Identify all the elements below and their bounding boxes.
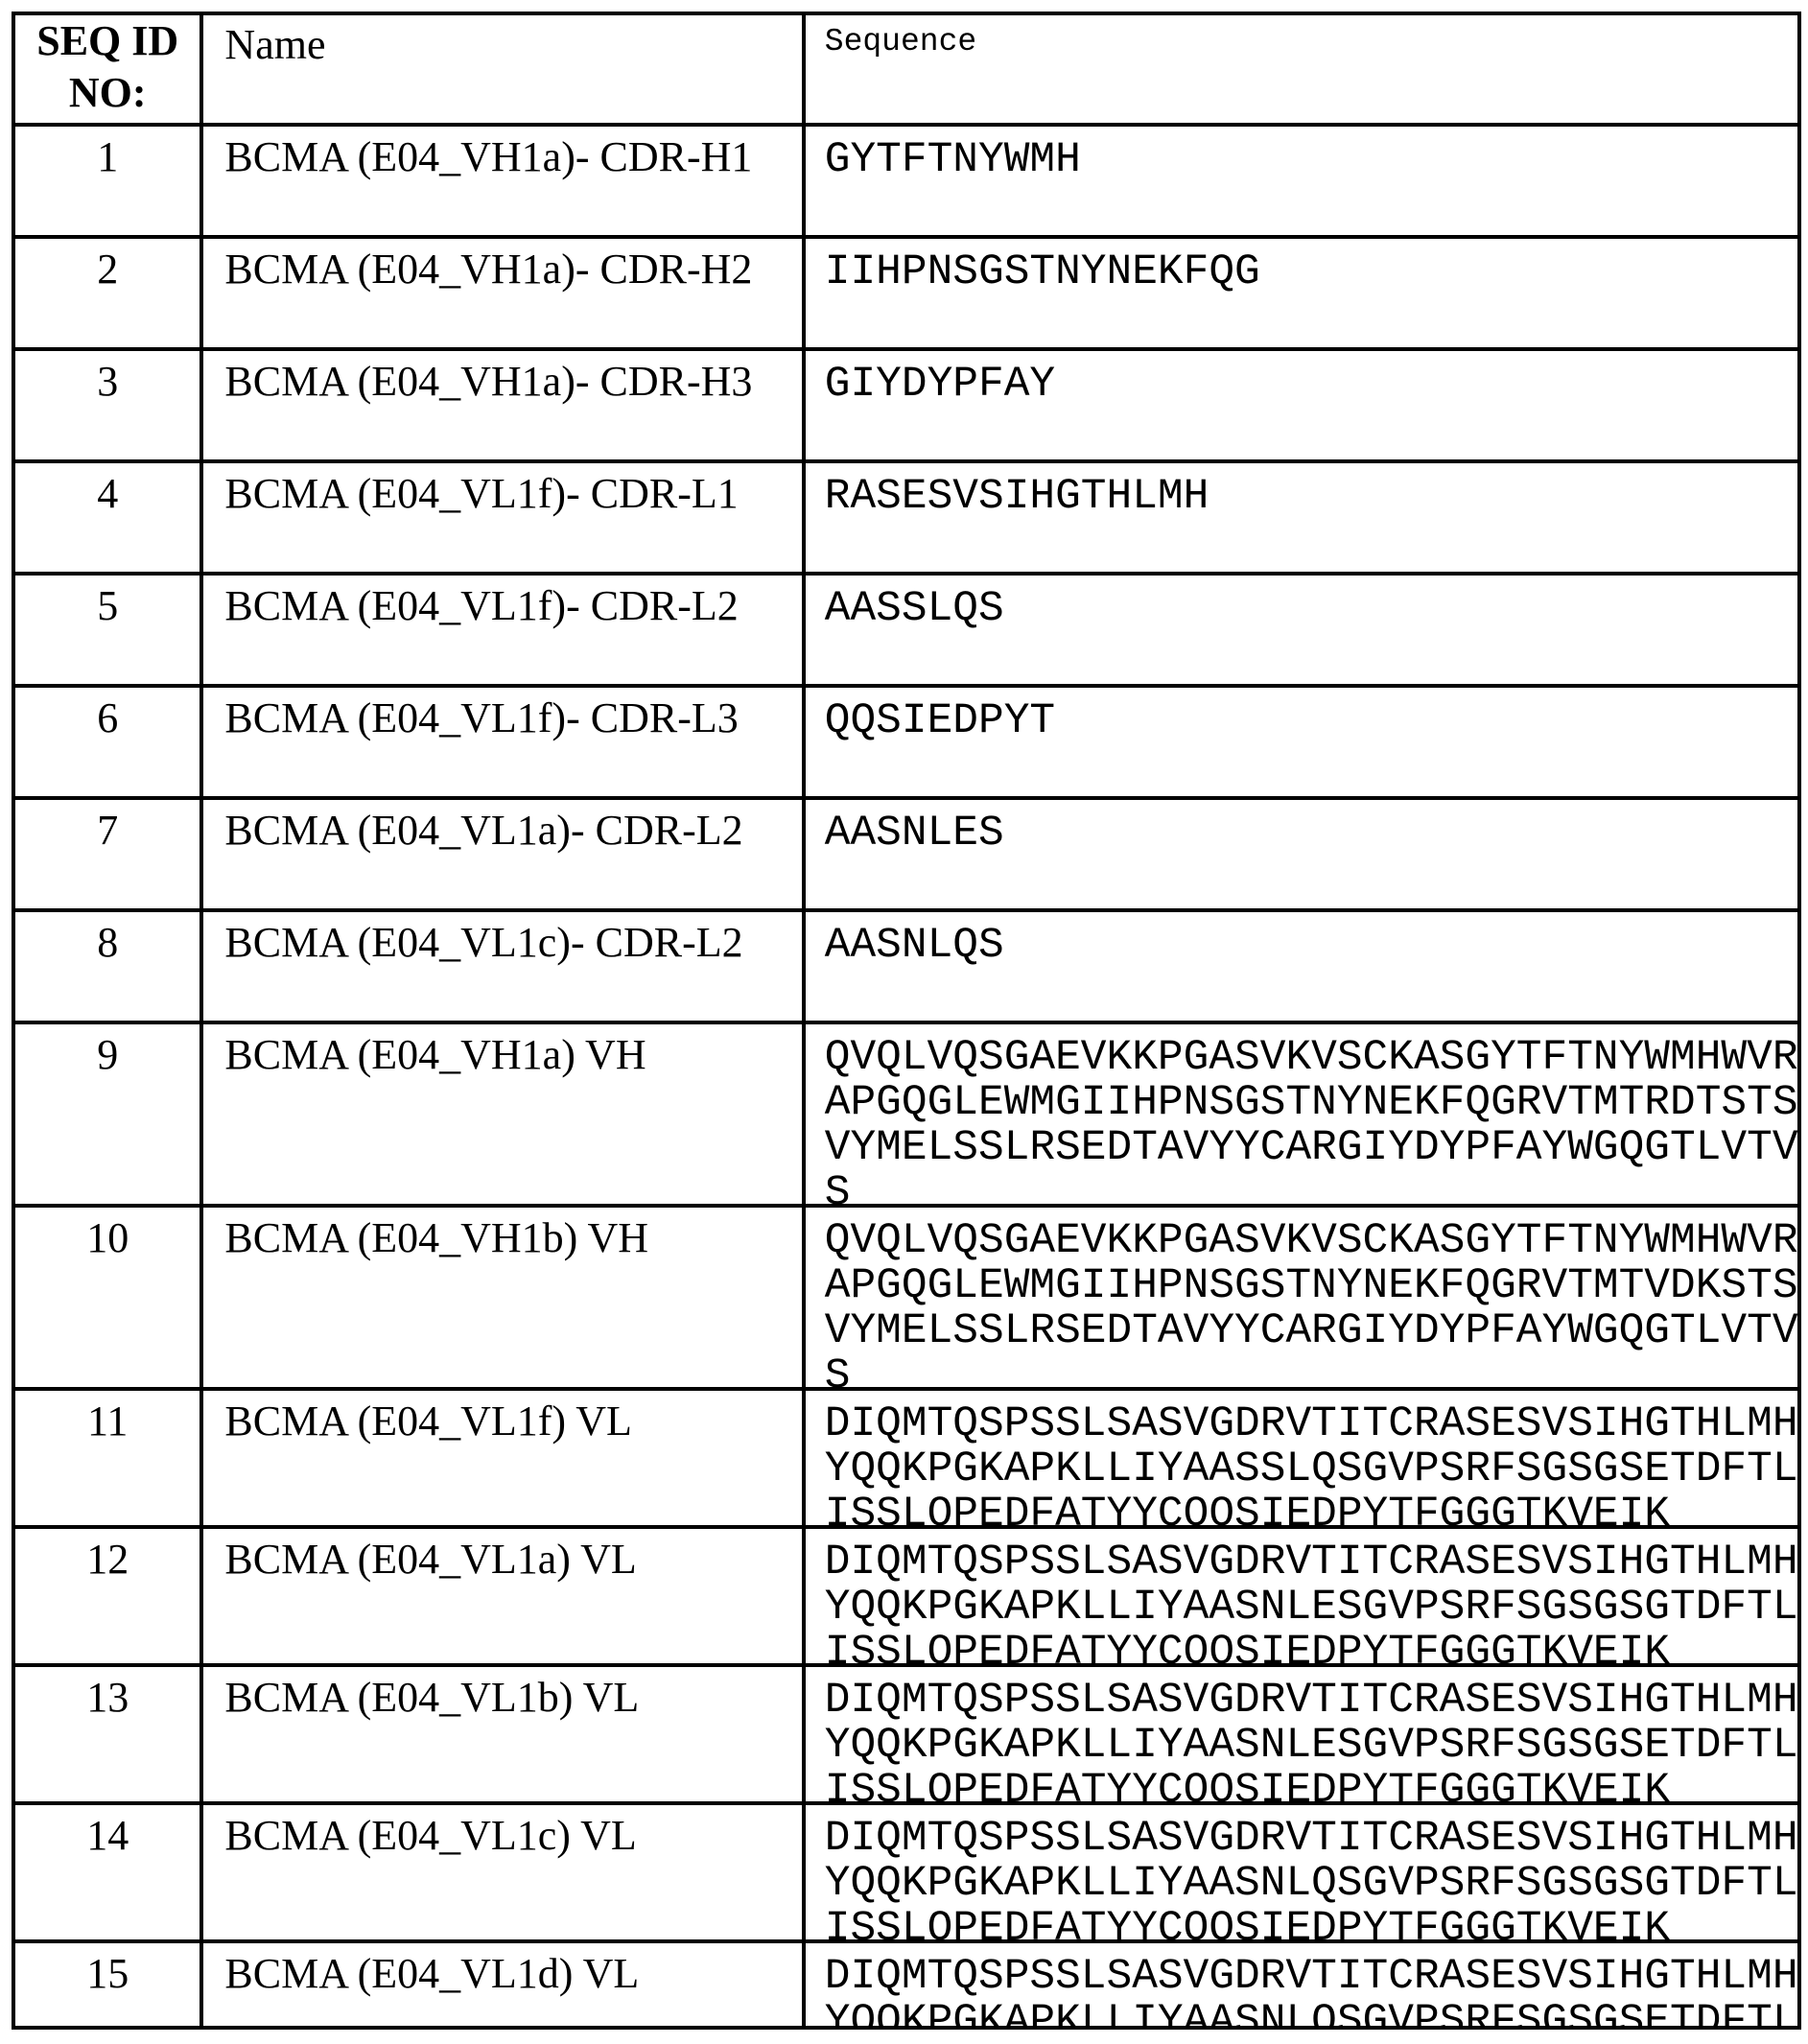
header-name [201,13,803,125]
sequence-table [12,12,1801,2030]
table-row [13,1527,1799,1665]
sequence-cell [804,125,1799,237]
seq-id: 7 [15,800,200,908]
sequence-name: BCMA (E04_VL1f)- CDR-L3 [203,688,801,796]
seq-id-cell [13,1022,201,1206]
table-row [13,1389,1799,1527]
name-cell [201,125,803,237]
seq-id-cell [13,125,201,237]
name-cell [201,1941,803,2028]
name-cell [201,237,803,349]
sequence-cell [804,574,1799,686]
seq-id: 13 [15,1667,200,1801]
seq-id: 2 [15,239,200,347]
table-row [13,237,1799,349]
table-row [13,1022,1799,1206]
sequence-text: DIQMTQSPSSLSASVGDRVTITCRASESVSIHGTHLMHW YQQKPGKAPKLLIYAASNLQSGVPSRFSGSGSGTDFTLT ISSLQPEDFATYYCQQSIEDPYTFGGGTKVEIK [806,1805,1797,1939]
sequence-text: DIQMTQSPSSLSASVGDRVTITCRASESVSIHGTHLMHW YQQKPGKAPKLLIYAASNLESGVPSRFSGSGSGTDFTLT ISSLQPEDFATYYCQQSIEDPYTFGGGTKVEIK [806,1529,1797,1663]
seq-id: 15 [15,1943,200,2026]
sequence-name: BCMA (E04_VH1a)- CDR-H1 [203,127,801,235]
sequence-name: BCMA (E04_VH1b) VH [203,1208,801,1387]
seq-id: 3 [15,351,200,459]
sequence-cell [804,686,1799,798]
sequence-text: RASESVSIHGTHLMH [806,463,1797,572]
sequence-text: AASNLES [806,800,1797,908]
sequence-cell [804,461,1799,574]
table-row [13,1803,1799,1941]
name-cell [201,349,803,461]
sequence-text: DIQMTQSPSSLSASVGDRVTITCRASESVSIHGTHLMHW YQQKPGKAPKLLIYAASSLQSGVPSRFSGSGSETDFTLT ISSLQPEDFATYYCQQSIEDPYTFGGGTKVEIK [806,1391,1797,1525]
header-seq-id [13,13,201,125]
name-cell [201,910,803,1022]
sequence-cell [804,1665,1799,1803]
sequence-name: BCMA (E04_VL1c) VL [203,1805,801,1939]
sequence-text: QVQLVQSGAEVKKPGASVKVSCKASGYTFTNYWMHWVRQ APGQGLEWMGIIHPNSGSTNYNEKFQGRVTMTRDTSTST VYMELSSLRSEDTAVYYCARGIYDYPFAYWGQGTLVTVS S [806,1024,1797,1204]
seq-id-cell [13,1803,201,1941]
sequence-name: BCMA (E04_VL1f)- CDR-L1 [203,463,801,572]
seq-id: 11 [15,1391,200,1525]
seq-id: 4 [15,463,200,572]
name-cell [201,1206,803,1389]
seq-id-cell [13,349,201,461]
sequence-text: AASSLQS [806,576,1797,684]
seq-id: 1 [15,127,200,235]
name-cell [201,1022,803,1206]
sequence-text: DIQMTQSPSSLSASVGDRVTITCRASESVSIHGTHLMHW YQQKPGKAPKLLIYAASNLQSGVPSRFSGSGSETDFTLT [806,1943,1797,2026]
sequence-text: AASNLQS [806,912,1797,1021]
name-cell [201,461,803,574]
seq-id-cell [13,1941,201,2028]
header-sequence-text: Sequence [806,15,1797,123]
table-row [13,1941,1799,2028]
seq-id-cell [13,686,201,798]
header-sequence [804,13,1799,125]
name-cell [201,1803,803,1941]
sequence-name: BCMA (E04_VH1a)- CDR-H3 [203,351,801,459]
seq-id: 6 [15,688,200,796]
table-row [13,1206,1799,1389]
sequence-name: BCMA (E04_VL1c)- CDR-L2 [203,912,801,1021]
sequence-text: GYTFTNYWMH [806,127,1797,235]
seq-id-cell [13,1665,201,1803]
sequence-text: QQSIEDPYT [806,688,1797,796]
sequence-cell [804,1527,1799,1665]
sequence-text: GIYDYPFAY [806,351,1797,459]
seq-id-cell [13,237,201,349]
sequence-cell [804,910,1799,1022]
table-row [13,461,1799,574]
name-cell [201,1527,803,1665]
sequence-cell [804,349,1799,461]
seq-id-cell [13,910,201,1022]
table-row [13,349,1799,461]
name-cell [201,1389,803,1527]
sequence-cell [804,237,1799,349]
table-row [13,125,1799,237]
name-cell [201,574,803,686]
name-cell [201,1665,803,1803]
sequence-cell [804,1803,1799,1941]
seq-id: 5 [15,576,200,684]
seq-id-cell [13,1527,201,1665]
seq-id-cell [13,1206,201,1389]
sequence-name: BCMA (E04_VH1a)- CDR-H2 [203,239,801,347]
sequence-name: BCMA (E04_VL1f) VL [203,1391,801,1525]
table-row [13,798,1799,910]
seq-id: 14 [15,1805,200,1939]
seq-id: 9 [15,1024,200,1204]
seq-id-cell [13,574,201,686]
table-row [13,686,1799,798]
sequence-text: QVQLVQSGAEVKKPGASVKVSCKASGYTFTNYWMHWVRQ APGQGLEWMGIIHPNSGSTNYNEKFQGRVTMTVDKSTST VYMELSSLRSEDTAVYYCARGIYDYPFAYWGQGTLVTVS S [806,1208,1797,1387]
sequence-name: BCMA (E04_VL1a) VL [203,1529,801,1663]
seq-id: 8 [15,912,200,1021]
name-cell [201,798,803,910]
sequence-cell [804,798,1799,910]
header-seq-id-text: SEQ ID NO: [15,15,200,123]
sequence-text: DIQMTQSPSSLSASVGDRVTITCRASESVSIHGTHLMHW YQQKPGKAPKLLIYAASNLESGVPSRFSGSGSETDFTLT ISSLQPEDFATYYCQQSIEDPYTFGGGTKVEIK [806,1667,1797,1801]
table-row [13,574,1799,686]
seq-id-cell [13,1389,201,1527]
table-row [13,1665,1799,1803]
sequence-cell [804,1022,1799,1206]
table-header-row [13,13,1799,125]
sequence-name: BCMA (E04_VL1f)- CDR-L2 [203,576,801,684]
header-name-text: Name [203,15,801,123]
name-cell [201,686,803,798]
seq-id: 12 [15,1529,200,1663]
seq-id: 10 [15,1208,200,1387]
sequence-cell [804,1941,1799,2028]
table-row [13,910,1799,1022]
sequence-cell [804,1206,1799,1389]
sequence-name: BCMA (E04_VL1b) VL [203,1667,801,1801]
sequence-name: BCMA (E04_VH1a) VH [203,1024,801,1204]
seq-id-cell [13,798,201,910]
seq-id-cell [13,461,201,574]
sequence-text: IIHPNSGSTNYNEKFQG [806,239,1797,347]
sequence-cell [804,1389,1799,1527]
sequence-name: BCMA (E04_VL1d) VL [203,1943,801,2026]
sequence-name: BCMA (E04_VL1a)- CDR-L2 [203,800,801,908]
